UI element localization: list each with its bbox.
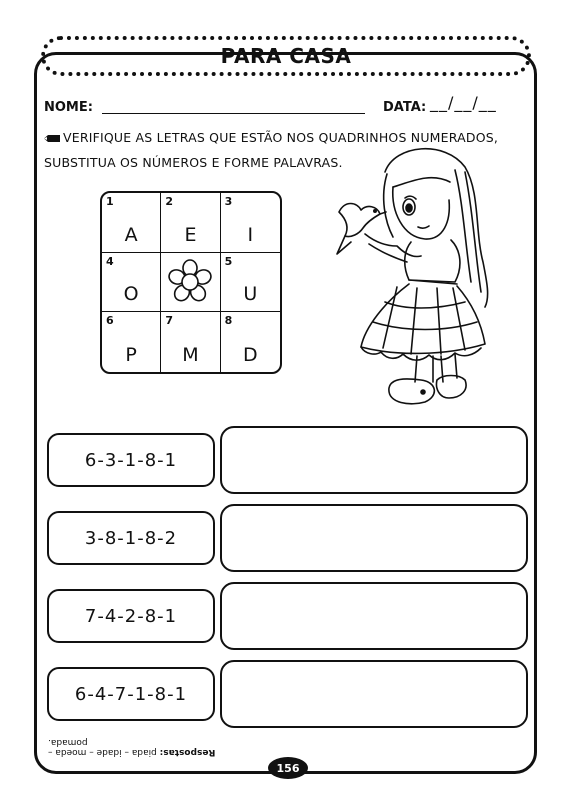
cell-letter: O [123, 283, 139, 306]
grid-cell [161, 193, 220, 253]
letter-grid [100, 191, 282, 374]
instructions-line-1: VERIFIQUE AS LETRAS QUE ESTÃO NOS QUADRINHOS NUMERADOS, [63, 130, 499, 145]
grid-cell [102, 193, 161, 253]
cell-number: 1 [106, 195, 114, 208]
code-box: 6-4-7-1-8-1 [47, 667, 215, 721]
name-label: NOME: [44, 100, 93, 115]
answer-key-label: Respostas: [159, 747, 216, 757]
cell-letter: P [125, 344, 137, 366]
cell-letter: A [124, 223, 138, 246]
cell-number: 4 [106, 254, 114, 268]
cell-letter: U [243, 283, 258, 306]
code-box: 3-8-1-8-2 [47, 511, 215, 565]
grid-cell [221, 253, 280, 313]
grid-cell [221, 193, 280, 253]
page-title: PARA CASA [220, 44, 352, 68]
answer-box[interactable] [220, 426, 528, 494]
grid-cell-center [161, 253, 220, 313]
cell-number: 5 [224, 254, 233, 268]
answer-box[interactable] [220, 504, 528, 572]
cell-number: 7 [165, 314, 173, 328]
cell-number: 6 [106, 314, 114, 328]
flower-icon [167, 259, 213, 305]
grid-cell [161, 312, 220, 372]
cell-number: 3 [224, 195, 233, 208]
answer-box[interactable] [220, 582, 528, 650]
date-field[interactable]: __/__/__ [430, 93, 497, 112]
grid-cell [102, 253, 161, 313]
code-box: 6-3-1-8-1 [47, 433, 215, 487]
answer-key-text: piada – idade – moeda – pomada. [48, 737, 157, 757]
cell-letter: E [184, 223, 197, 246]
cell-letter: D [243, 344, 258, 366]
page-number: 156 [268, 757, 308, 779]
cell-letter: M [182, 344, 199, 366]
pencil-icon [44, 134, 60, 143]
date-label: DATA: [383, 100, 427, 115]
girl-with-bird-icon [325, 142, 495, 417]
grid-cell [102, 312, 161, 372]
cell-number: 8 [224, 314, 233, 328]
cell-number: 2 [165, 195, 173, 208]
code-box: 7-4-2-8-1 [47, 589, 215, 643]
answer-key [48, 737, 248, 757]
grid-cell [221, 312, 280, 372]
cell-letter: I [247, 223, 254, 246]
instructions-line-2: SUBSTITUA OS NÚMEROS E FORME PALAVRAS. [44, 155, 343, 170]
name-field[interactable] [102, 113, 365, 114]
answer-box[interactable] [220, 660, 528, 728]
